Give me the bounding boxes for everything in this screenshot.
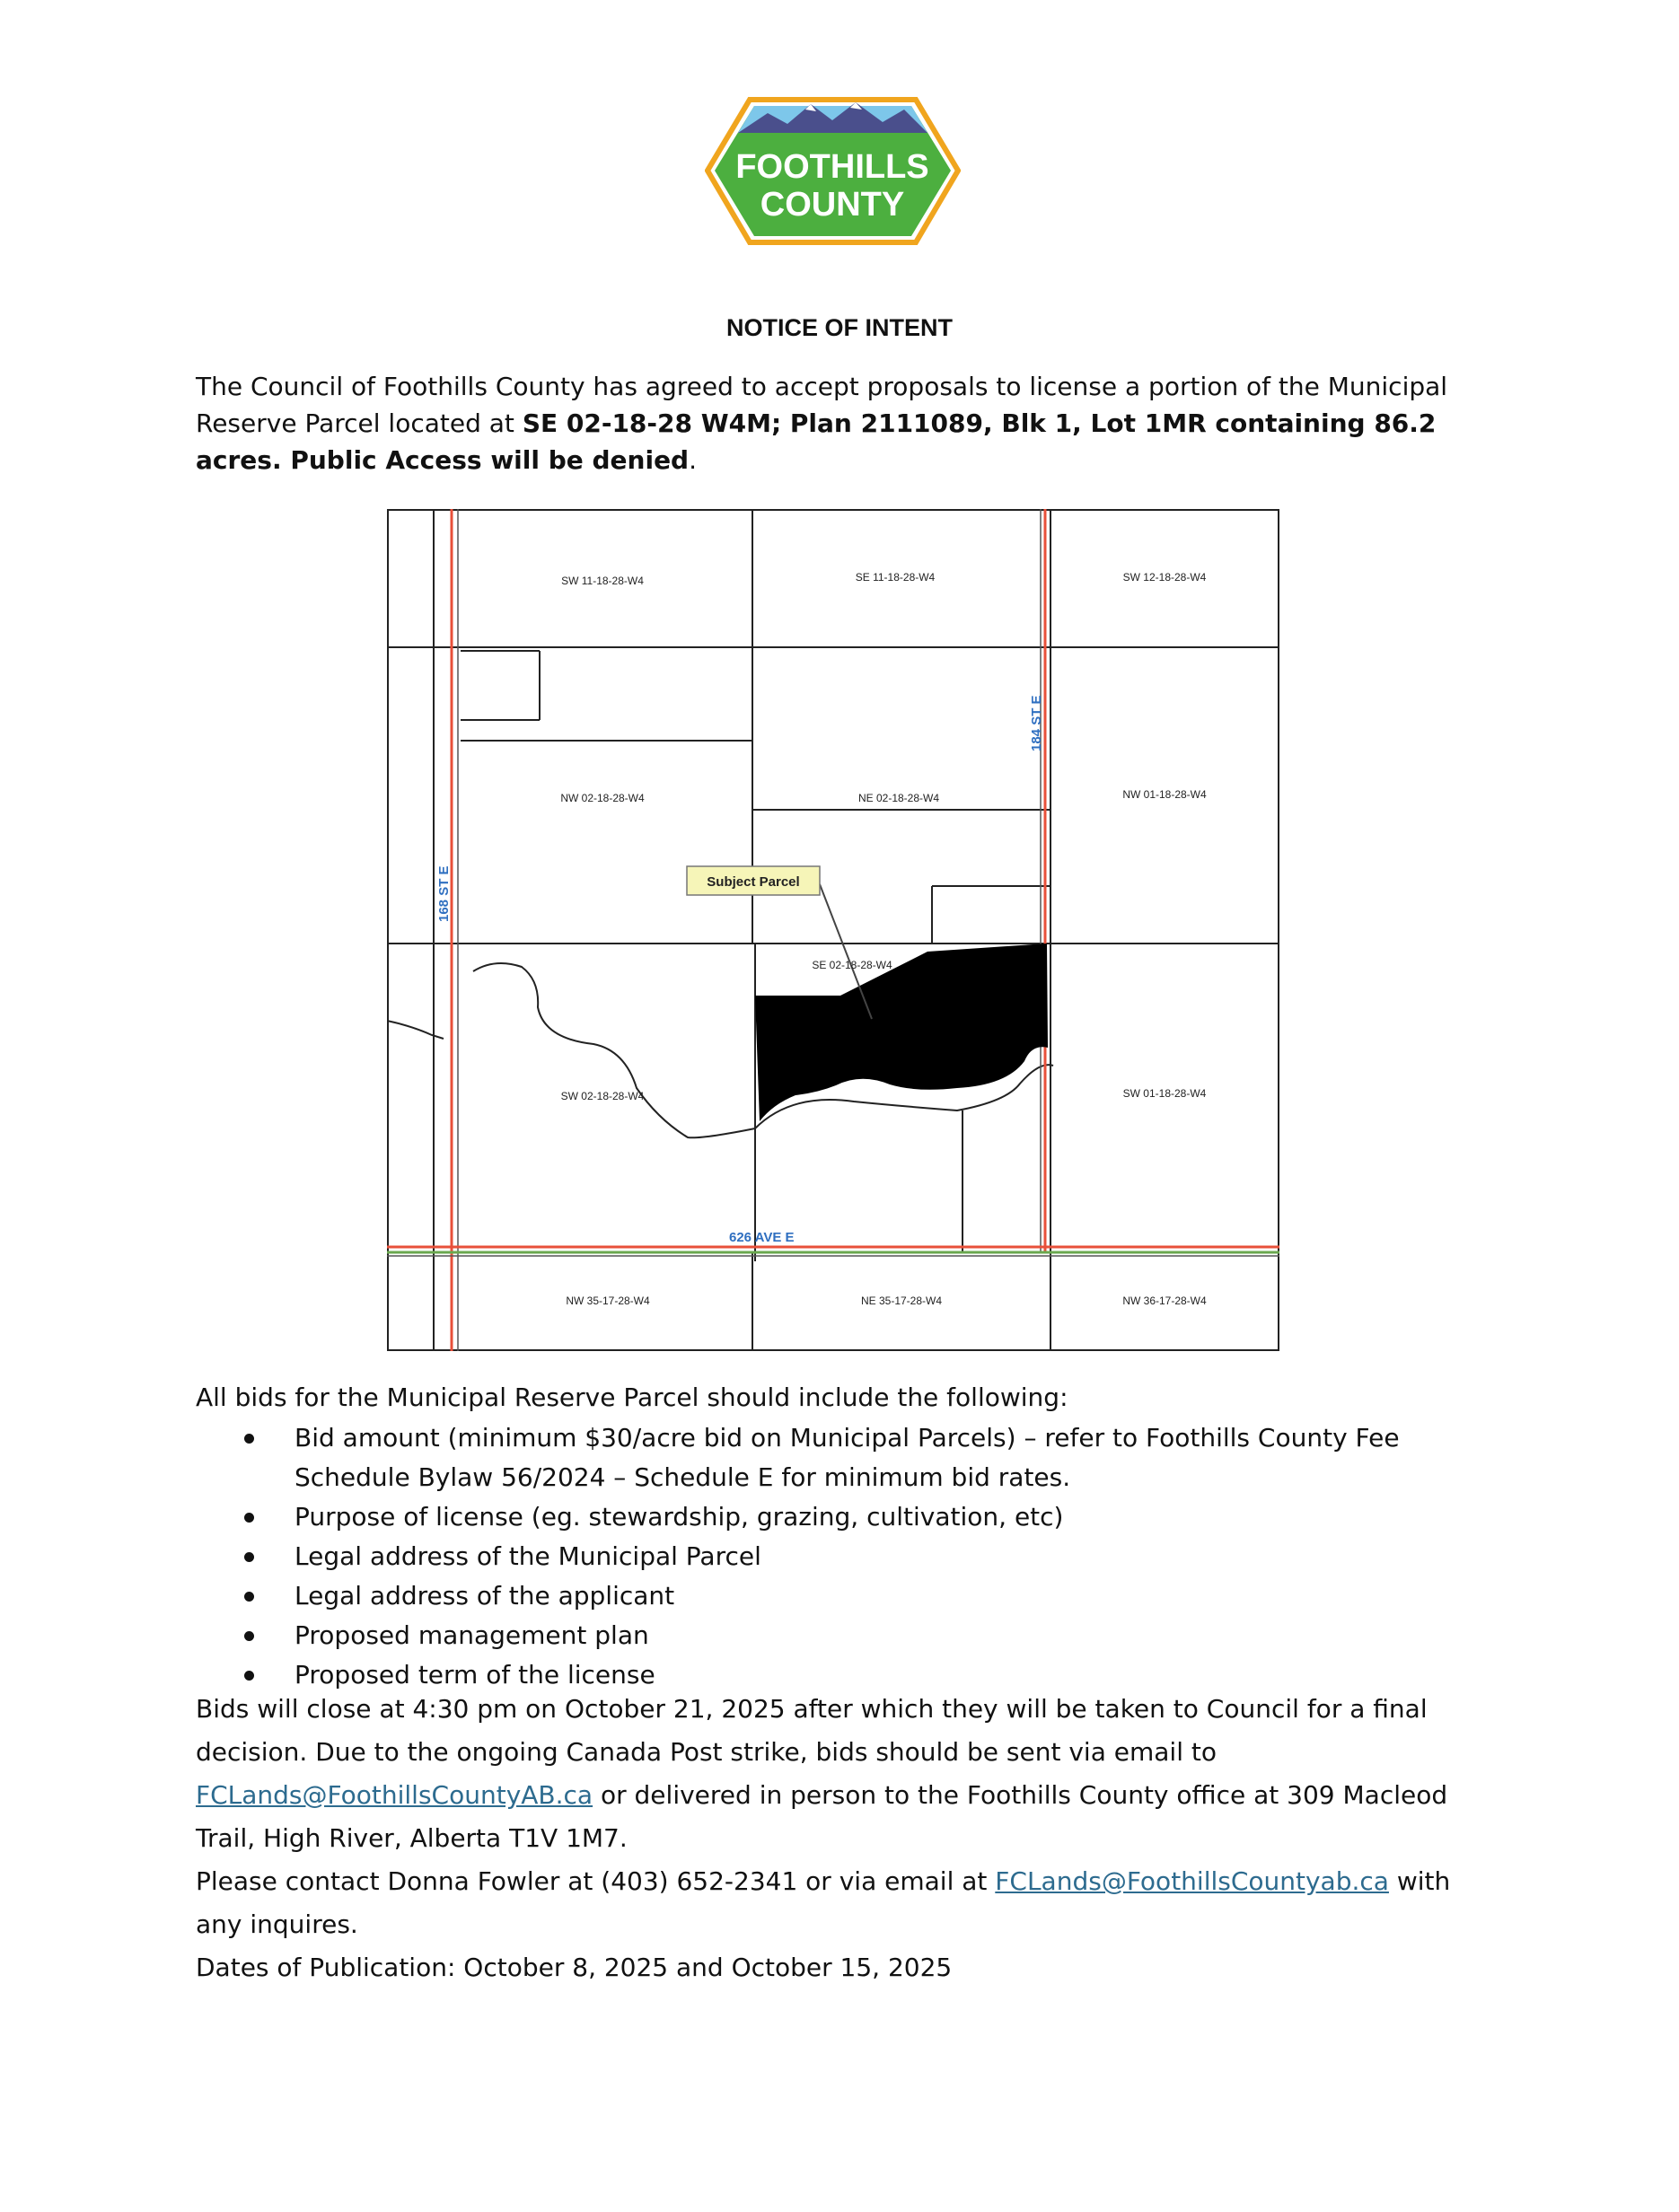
label-se02: SE 02-18-28-W4 [812,959,892,971]
bids-intro: All bids for the Municipal Reserve Parcel should include the following: [196,1382,1068,1412]
email-link-2[interactable]: FCLands@FoothillsCountyab.ca [995,1866,1389,1896]
intro-lead: The Council of Foothills County has agreed to accept proposals to license a portion of the Municipal Reserve Parcel located at [196,372,1448,438]
bid-requirements-list [196,1418,1489,1695]
label-sw11: SW 11-18-28-W4 [561,575,644,587]
bid-close-text: Bids will close at 4:30 pm on October 21, 2025 after which they will be taken to Council for a final decision. Due to the ongoing Canada Post strike, bids should be sent via email to [196,1694,1428,1767]
logo-line-2: COUNTY [760,186,905,224]
label-nw01: NW 01-18-28-W4 [1122,788,1207,801]
list-item: Bid amount (minimum $30/acre bid on Municipal Parcels) – refer to Foothills County Fee Schedule Bylaw 56/2024 – Schedule E for minimum bid rates. [196,1418,1489,1497]
label-sw02: SW 02-18-28-W4 [560,1090,645,1102]
label-ne35: NE 35-17-28-W4 [860,1295,943,1307]
callout-label: Subject Parcel [707,874,800,890]
page-title: NOTICE OF INTENT [726,314,953,341]
email-link-1[interactable]: FCLands@FoothillsCountyAB.ca [196,1780,593,1810]
list-item: Legal address of the applicant [196,1576,1489,1616]
contact-tail: with any inquires. [196,1866,1451,1939]
list-item: Legal address of the Municipal Parcel [196,1537,1489,1576]
list-item: Purpose of license (eg. stewardship, grazing, cultivation, etc) [196,1497,1489,1537]
publication-dates: Dates of Publication: October 8, 2025 and October 15, 2025 [196,1953,953,1982]
road-label-168: 168 ST E [436,865,452,922]
road-label-626: 626 AVE E [729,1230,795,1245]
contact-text: Please contact Donna Fowler at (403) 652-2341 or via email at [196,1866,996,1896]
intro-tail: . [689,445,698,475]
label-ne02: NE 02-18-28-W4 [857,792,940,804]
label-nw36: NW 36-17-28-W4 [1122,1295,1207,1307]
label-sw01: SW 01-18-28-W4 [1122,1087,1207,1100]
road-label-184: 184 ST E [1029,695,1044,751]
label-nw02: NW 02-18-28-W4 [560,792,645,804]
parcel-map [387,509,1279,1351]
label-nw35: NW 35-17-28-W4 [566,1295,650,1307]
list-item: Proposed management plan [196,1616,1489,1655]
intro-legal-description: SE 02-18-28 W4M; Plan 2111089, Blk 1, Lot 1MR containing 86.2 acres. Public Access will be denied [196,408,1437,475]
closing-section [196,1688,1489,1989]
contact-paragraph [196,1860,1489,1946]
logo-line-1: FOOTHILLS [735,148,929,186]
office-address-text: or delivered in person to the Foothills County office at 309 Macleod Trail, High River, Alberta T1V 1M7. [196,1780,1448,1853]
label-se11: SE 11-18-28-W4 [855,571,936,584]
intro-paragraph [196,368,1489,478]
foothills-county-logo [705,97,961,245]
bid-close-paragraph [196,1688,1489,1860]
label-sw12: SW 12-18-28-W4 [1122,571,1207,584]
list-item: Proposed term of the license [196,1655,1489,1695]
